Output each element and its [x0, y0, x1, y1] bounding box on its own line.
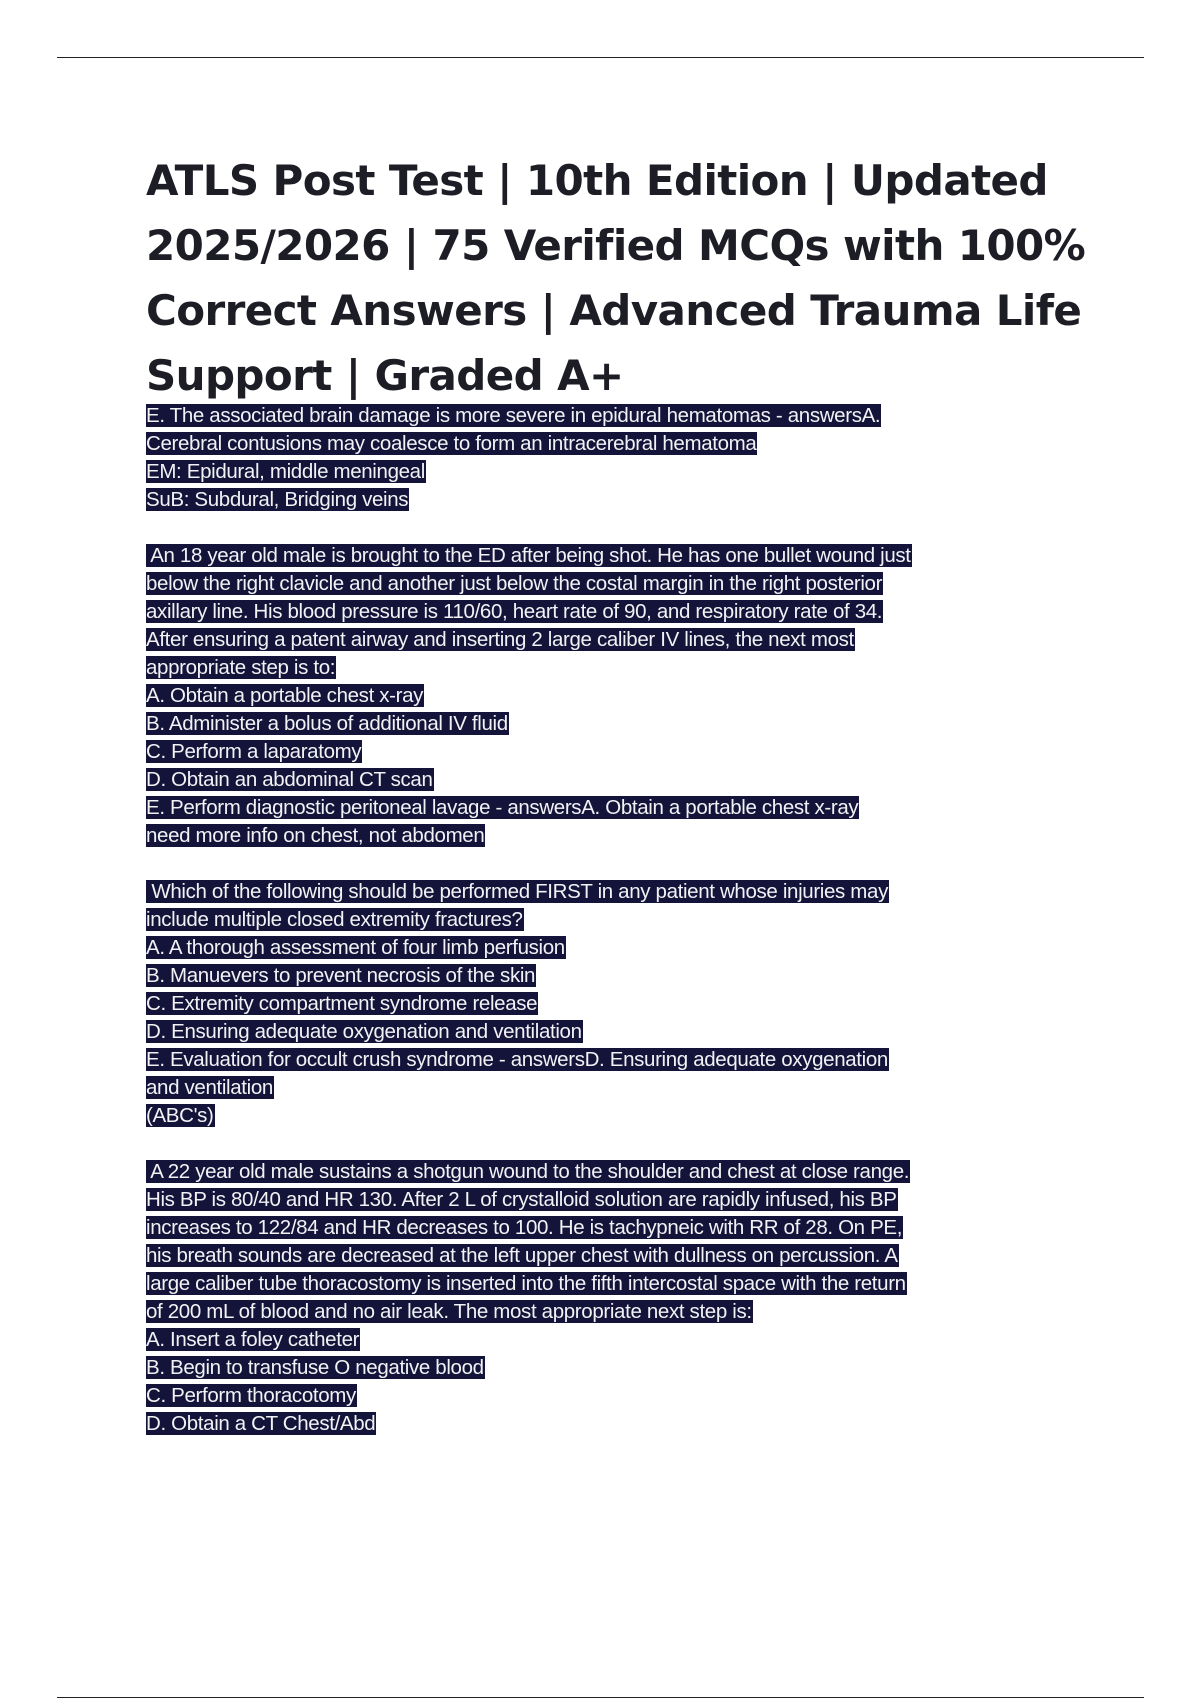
highlighted-text: A. Obtain a portable chest x-ray [146, 684, 424, 707]
question-line [146, 1158, 1106, 1186]
answer-option [146, 794, 1106, 822]
question-line [146, 1298, 1106, 1326]
question-line [146, 626, 1106, 654]
answer-block-brain-hematoma [146, 402, 1106, 514]
highlighted-text: below the right clavicle and another just below the costal margin in the right posterior [146, 572, 883, 595]
question-line [146, 906, 1106, 934]
highlighted-text: B. Begin to transfuse O negative blood [146, 1356, 484, 1379]
answer-option [146, 962, 1106, 990]
highlighted-text: of 200 mL of blood and no air leak. The most appropriate next step is: [146, 1300, 752, 1323]
question-block-extremity-fractures [146, 878, 1106, 1130]
highlighted-text: B. Manuevers to prevent necrosis of the skin [146, 964, 536, 987]
answer-note [146, 822, 1106, 850]
highlighted-text: (ABC's) [146, 1104, 214, 1127]
answer-option [146, 1326, 1106, 1354]
answer-option [146, 1018, 1106, 1046]
question-line [146, 542, 1106, 570]
highlighted-text: need more info on chest, not abdomen [146, 824, 485, 847]
answer-option [146, 990, 1106, 1018]
highlighted-text: axillary line. His blood pressure is 110/60, heart rate of 90, and respiratory rate of 34. [146, 600, 883, 623]
highlighted-text: A. Insert a foley catheter [146, 1328, 360, 1351]
question-line [146, 1242, 1106, 1270]
question-block-shotgun-wound [146, 1158, 1106, 1438]
highlighted-text: His BP is 80/40 and HR 130. After 2 L of crystalloid solution are rapidly infused, his BP [146, 1188, 897, 1211]
highlighted-text: EM: Epidural, middle meningeal [146, 460, 425, 483]
highlighted-text: E. Evaluation for occult crush syndrome - answersD. Ensuring adequate oxygenation [146, 1048, 888, 1071]
highlighted-text: Cerebral contusions may coalesce to form an intracerebral hematoma [146, 432, 757, 455]
highlighted-text: appropriate step is to: [146, 656, 336, 679]
question-line [146, 1186, 1106, 1214]
highlighted-text: After ensuring a patent airway and inserting 2 large caliber IV lines, the next most [146, 628, 854, 651]
answer-option [146, 766, 1106, 794]
text-line [146, 486, 1106, 514]
answer-option [146, 1354, 1106, 1382]
answer-option [146, 934, 1106, 962]
highlighted-text: Which of the following should be performed FIRST in any patient whose injuries may [146, 880, 888, 903]
question-line [146, 878, 1106, 906]
answer-option [146, 710, 1106, 738]
highlighted-text: include multiple closed extremity fractures? [146, 908, 523, 931]
question-line [146, 654, 1106, 682]
text-line [146, 402, 1106, 430]
highlighted-text: D. Ensuring adequate oxygenation and ventilation [146, 1020, 582, 1043]
highlighted-text: D. Obtain a CT Chest/Abd [146, 1412, 376, 1435]
answer-option [146, 1410, 1106, 1438]
document-body [146, 402, 1106, 1466]
question-block-gunshot [146, 542, 1106, 850]
answer-option [146, 1382, 1106, 1410]
document-title: ATLS Post Test | 10th Edition | Updated 2025/2026 | 75 Verified MCQs with 100% Correct Answers | Advanced Trauma Life Support | Graded A+ [146, 156, 1086, 400]
answer-note [146, 1074, 1106, 1102]
highlighted-text: C. Perform thoracotomy [146, 1384, 356, 1407]
answer-option [146, 1046, 1106, 1074]
highlighted-text: A. A thorough assessment of four limb perfusion [146, 936, 565, 959]
highlighted-text: his breath sounds are decreased at the left upper chest with dullness on percussion. A [146, 1244, 898, 1267]
highlighted-text: C. Extremity compartment syndrome release [146, 992, 538, 1015]
highlighted-text: large caliber tube thoracostomy is inserted into the fifth intercostal space with the return [146, 1272, 906, 1295]
highlighted-text: increases to 122/84 and HR decreases to 100. He is tachypneic with RR of 28. On PE, [146, 1216, 903, 1239]
highlighted-text: D. Obtain an abdominal CT scan [146, 768, 433, 791]
question-line [146, 1270, 1106, 1298]
highlighted-text: E. Perform diagnostic peritoneal lavage - answersA. Obtain a portable chest x-ray [146, 796, 859, 819]
highlighted-text: E. The associated brain damage is more severe in epidural hematomas - answersA. [146, 404, 881, 427]
page-top-rule [57, 57, 1144, 58]
page-bottom-rule [57, 1697, 1144, 1698]
question-line [146, 1214, 1106, 1242]
answer-note [146, 1102, 1106, 1130]
highlighted-text: An 18 year old male is brought to the ED after being shot. He has one bullet wound just [146, 544, 911, 567]
text-line [146, 430, 1106, 458]
answer-option [146, 738, 1106, 766]
highlighted-text: C. Perform a laparatomy [146, 740, 362, 763]
question-line [146, 570, 1106, 598]
highlighted-text: B. Administer a bolus of additional IV fluid [146, 712, 508, 735]
highlighted-text: SuB: Subdural, Bridging veins [146, 488, 409, 511]
text-line [146, 458, 1106, 486]
highlighted-text: A 22 year old male sustains a shotgun wound to the shoulder and chest at close range. [146, 1160, 910, 1183]
question-line [146, 598, 1106, 626]
answer-option [146, 682, 1106, 710]
highlighted-text: and ventilation [146, 1076, 273, 1099]
